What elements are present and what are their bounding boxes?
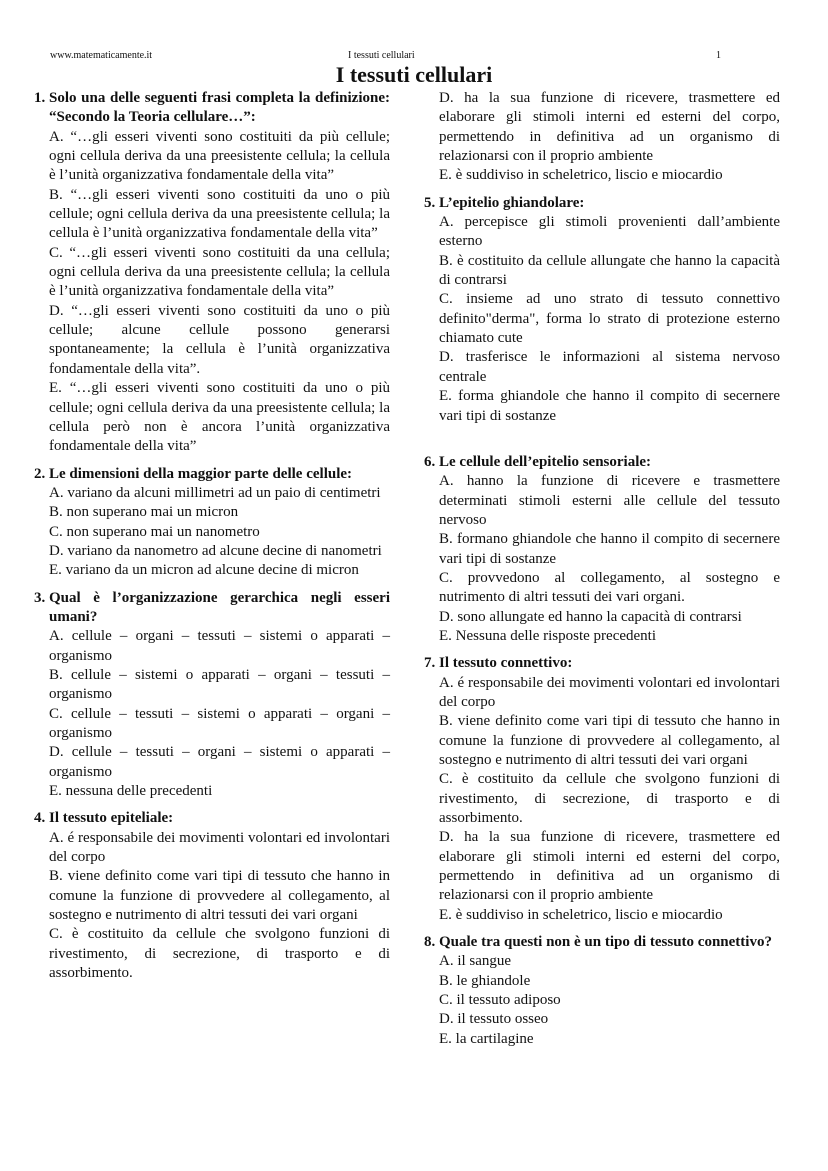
answer-option: E. Nessuna delle risposte precedenti <box>439 627 657 644</box>
answer-option: E. nessuna delle precedenti <box>49 783 213 800</box>
question-label: Le dimensioni della maggior parte delle cellule: <box>49 465 353 482</box>
answer-option: A. cellule – organi – tessuti – sistemi o apparati – organismo <box>49 628 390 664</box>
question-number: 5. <box>424 194 436 211</box>
answer-option: C. il tessuto adiposo <box>439 992 561 1009</box>
question-number: 6. <box>424 453 436 470</box>
question-7 <box>424 654 780 925</box>
question-1 <box>34 89 390 457</box>
answer-option: B. viene definito come vari tipi di tessuto che hanno in comune la funzione di provvedere al collegamento, al sostegno e nutrimento di altri tessuti dei vari organi <box>49 868 390 924</box>
question-6 <box>424 453 780 646</box>
question-number: 1. <box>34 90 46 106</box>
answer-option: D. trasferisce le informazioni al sistema nervoso centrale <box>439 349 780 385</box>
question-number: 4. <box>34 810 46 827</box>
question-label: Il tessuto connettivo: <box>439 655 573 672</box>
question-label: Le cellule dell’epitelio sensoriale: <box>439 453 652 470</box>
answer-option: E. forma ghiandole che hanno il compito di secernere vari tipi di sostanze <box>439 388 780 424</box>
answer-option: C. non superano mai un nanometro <box>49 523 260 540</box>
question-text <box>424 654 780 673</box>
answer-option: A. variano da alcuni millimetri ad un paio di centimetri <box>49 484 381 501</box>
question-text <box>424 933 780 952</box>
answer-option: D. il tessuto osseo <box>439 1011 549 1028</box>
answer-option: A. “…gli esseri viventi sono costituiti da più cellule; ogni cellula deriva da una preesistente cellula; la cellula è l’unità organizzativa fondamentale della vita” <box>49 128 390 184</box>
answer-option: D. cellule – tessuti – organi – sistemi o apparati – organismo <box>49 744 390 780</box>
question-5 <box>424 194 780 426</box>
question-number: 7. <box>424 655 436 672</box>
answer-option: B. viene definito come vari tipi di tessuto che hanno in comune la funzione di provvedere al collegamento, al sostegno e nutrimento di altri tessuti dei vari organi <box>439 713 780 768</box>
answer-option: B. le ghiandole <box>439 972 531 989</box>
answer-option: C. “…gli esseri viventi sono costituiti da una cellula; ogni cellula deriva da una preesistente cellula; la cellula è l’unità organizzativa fondamentale della vita” <box>49 244 390 300</box>
answer-option: D. sono allungate ed hanno la capacità di contrarsi <box>439 608 742 625</box>
question-number: 2. <box>34 465 46 482</box>
answer-option: D. ha la sua funzione di ricevere, trasmettere ed elaborare gli stimoli interni ed esterni del corpo, permettendo in definitiva ad un organismo di relazionarsi con il proprio ambiente <box>439 829 780 904</box>
header-site: www.matematicamente.it <box>50 50 153 61</box>
question-4 <box>424 89 780 186</box>
page-title: I tessuti cellulari <box>335 62 493 87</box>
question-3 <box>34 589 390 802</box>
spacer <box>424 434 780 453</box>
header-title: I tessuti cellulari <box>348 50 415 61</box>
answer-option: A. percepisce gli stimoli provenienti dall’ambiente esterno <box>439 214 780 250</box>
question-4 <box>34 809 390 983</box>
left-column <box>34 89 390 991</box>
answer-option: A. é responsabile dei movimenti volontari ed involontari del corpo <box>439 674 780 710</box>
answer-option: C. provvedono al collegamento, al sostegno e nutrimento di altri tessuti dei vari organi. <box>439 569 780 606</box>
right-column <box>424 89 780 1057</box>
question-label: L’epitelio ghiandolare: <box>439 194 585 211</box>
answer-option: D. variano da nanometro ad alcune decine di nanometri <box>49 542 382 559</box>
answer-option: C. insieme ad uno strato di tessuto connettivo definito"derma", forma lo strato di protezione esterno chiamato cute <box>439 291 780 347</box>
question-number: 3. <box>34 589 46 606</box>
question-8 <box>424 933 780 1049</box>
answer-option: C. è costituito da cellule che svolgono funzioni di rivestimento, di secrezione, di trasporto e di assorbimento. <box>49 926 390 982</box>
question-label: Solo una delle seguenti frasi completa la definizione: “Secondo la Teoria cellulare…”: <box>49 90 390 126</box>
answer-option: C. è costituito da cellule che svolgono funzioni di rivestimento, di secrezione, di trasporto e di assorbimento. <box>439 771 780 827</box>
question-label: Il tessuto epiteliale: <box>49 810 174 827</box>
question-text <box>34 465 390 484</box>
answer-option: E. variano da un micron ad alcune decine di micron <box>49 562 359 579</box>
answer-option: C. cellule – tessuti – sistemi o apparati – organi – organismo <box>49 705 390 741</box>
answer-option: E. è suddiviso in scheletrico, liscio e miocardio <box>439 167 723 184</box>
answer-option: A. hanno la funzione di ricevere e trasmettere determinati stimoli esterni alle cellule del tessuto nervoso <box>439 473 780 528</box>
question-text <box>424 194 780 213</box>
answer-option: E. “…gli esseri viventi sono costituiti da uno o più cellule; ogni cellula deriva da una preesistente cellula; la cellula però non è ancora l’unità organizzativa fondamentale della vita” <box>49 380 390 455</box>
answer-option: B. “…gli esseri viventi sono costituiti da uno o più cellule; ogni cellula deriva da una preesistente cellula; la cellula è l’unità organizzativa fondamentale della vita” <box>49 186 390 242</box>
question-label: Quale tra questi non è un tipo di tessuto connettivo? <box>439 934 772 951</box>
answer-option: A. é responsabile dei movimenti volontari ed involontari del corpo <box>49 829 390 866</box>
question-text <box>424 453 780 472</box>
answer-option: A. il sangue <box>439 953 512 970</box>
page-number: 1 <box>716 50 721 61</box>
question-text <box>34 89 390 128</box>
answer-option: B. è costituito da cellule allungate che hanno la capacità di contrarsi <box>439 252 780 289</box>
question-number: 8. <box>424 934 436 951</box>
answer-option: B. formano ghiandole che hanno il compito di secernere vari tipi di sostanze <box>439 531 780 567</box>
question-label: Qual è l’organizzazione gerarchica negli esseri umani? <box>49 589 390 625</box>
question-text <box>34 809 390 828</box>
answer-option: E. è suddiviso in scheletrico, liscio e miocardio <box>439 906 723 923</box>
answer-option: D. ha la sua funzione di ricevere, trasmettere ed elaborare gli stimoli interni ed esterni del corpo, permettendo in definitiva ad un organismo di relazionarsi con il proprio ambiente <box>439 90 780 165</box>
question-2 <box>34 465 390 581</box>
answer-option: D. “…gli esseri viventi sono costituiti da uno o più cellule; alcune cellule possono generarsi spontaneamente; la cellula è l’unità organizzativa fondamentale della vita”. <box>49 302 390 377</box>
answer-option: B. cellule – sistemi o apparati – organi – tessuti – organismo <box>49 666 390 703</box>
question-text <box>34 589 390 628</box>
answer-option: B. non superano mai un micron <box>49 504 239 521</box>
answer-option: E. la cartilagine <box>439 1030 534 1047</box>
